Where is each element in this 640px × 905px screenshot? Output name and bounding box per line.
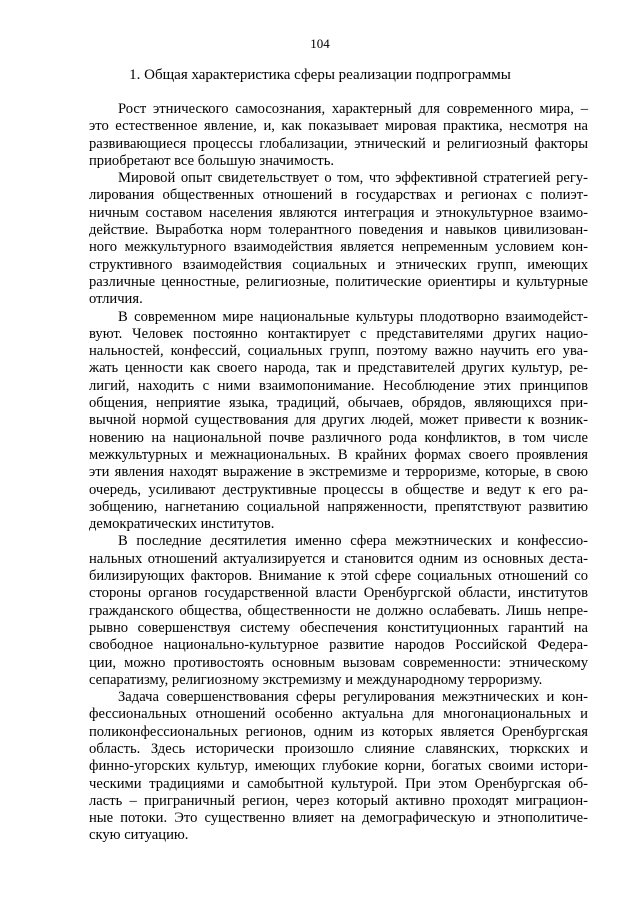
text-line: скую ситуацию. (89, 827, 189, 844)
text-line: область. Здесь исторически произошло слияние славянских, тюркских и (89, 740, 588, 757)
text-line: эти явления находят выражение в экстремизме и терроризме, которые, в свою (89, 464, 588, 481)
text-line: очередь, усиливают деструктивные процессы в обществе и ведут к его ра- (89, 481, 588, 498)
text-line: различные ценностные, религиозные, политические ориентиры и культурные (89, 273, 588, 290)
text-line: финно-угорских культур, имеющих глубокие корни, богатых своими истори- (89, 758, 588, 775)
text-line: ные потоки. Это существенно влияет на демографическую и этнополитиче- (89, 810, 588, 827)
paragraph (89, 689, 588, 845)
text-line: отличия. (89, 291, 143, 308)
text-line: поликонфессиональных регионов, одним из которых является Оренбургская (89, 723, 588, 740)
text-line: Мировой опыт свидетельствует о том, что эффективной стратегией регу- (118, 170, 588, 187)
text-line: развивающиеся процессы глобализации, этнический и религиозный факторы (89, 135, 588, 152)
text-line: новению на национальной почве различного рода конфликтов, в том числе (89, 429, 588, 446)
paragraph (89, 309, 588, 534)
text-line: действие. Выработка норм толерантного поведения и навыков цивилизован- (89, 222, 588, 239)
text-line: ного межкультурного взаимодействия является непременным условием кон- (89, 239, 588, 256)
text-line: ции, можно противостоять основным вызовам современности: этническому (89, 654, 588, 671)
text-line: демократических институтов. (89, 516, 275, 533)
section-heading: 1. Общая характеристика сферы реализации подпрограммы (129, 67, 511, 83)
text-line: Рост этнического самосознания, характерный для современного мира, – (118, 101, 588, 117)
text-line: нальных отношений актуализируется и становится одним из основных деста- (89, 550, 588, 567)
text-line: В последние десятилетия именно сфера межэтнических и конфессио- (118, 533, 588, 550)
text-line: зобщению, нагнетанию социальной напряженности, препятствуют развитию (89, 498, 588, 515)
text-line: гражданского общества, общественности не должно ослабевать. Лишь непре- (89, 602, 588, 619)
text-line: лирования общественных отношений в государствах и регионах с полиэт- (89, 187, 588, 204)
text-line: вычной нормой существования для других людей, может привести к возник- (89, 412, 588, 429)
text-line: нальностей, конфессий, социальных групп, поэтому важно научить его ува- (89, 343, 588, 360)
text-line: ческими традициями и самобытной культурой. При этом Оренбургская об- (89, 775, 588, 792)
body-text (89, 101, 588, 845)
text-line: приобретают все большую значимость. (89, 152, 334, 169)
text-line: стороны органов государственной власти Оренбургской области, институтов (89, 585, 588, 602)
text-line: сепаратизму, религиозному экстремизму и международному терроризму. (89, 671, 543, 688)
text-line: В современном мире национальные культуры плодотворно взаимодейст- (118, 308, 588, 325)
text-line: ничным составом населения являются интеграция и этнокультурное взаимо- (89, 204, 588, 221)
text-line: структивного взаимодействия социальных и этнических групп, имеющих (89, 256, 588, 273)
text-line: общения, неприятие языка, традиций, обычаев, обрядов, являющихся при- (89, 395, 588, 412)
text-line: ласть – приграничный регион, через который активно проходят миграцион- (89, 792, 588, 809)
text-line: жать ценности как своего народа, так и представителей других культур, ре- (89, 360, 588, 377)
text-line: рывно совершенствуя систему обеспечения конституционных гарантий на (89, 619, 588, 636)
page-number: 104 (310, 36, 330, 51)
paragraph (89, 533, 588, 689)
text-line: лигий, находить с ними взаимопонимание. Несоблюдение этих принципов (89, 377, 588, 394)
paragraph (89, 101, 588, 170)
text-line: это естественное явление, и, как показывает мировая практика, несмотря на (89, 118, 588, 135)
text-line: межкультурных и межнациональных. В крайних формах своего проявления (89, 446, 588, 463)
paragraph (89, 170, 588, 308)
text-line: фессиональных отношений особенно актуальна для многонациональных и (89, 706, 588, 723)
text-line: Задача совершенствования сферы регулирования межэтнических и кон- (118, 689, 588, 706)
text-line: свободное национально-культурное развитие народов Российской Федера- (89, 637, 588, 654)
text-line: билизирующих факторов. Внимание к этой сфере социальных отношений со (89, 568, 588, 585)
text-line: вуют. Человек постоянно контактирует с представителями других нацио- (89, 325, 588, 342)
